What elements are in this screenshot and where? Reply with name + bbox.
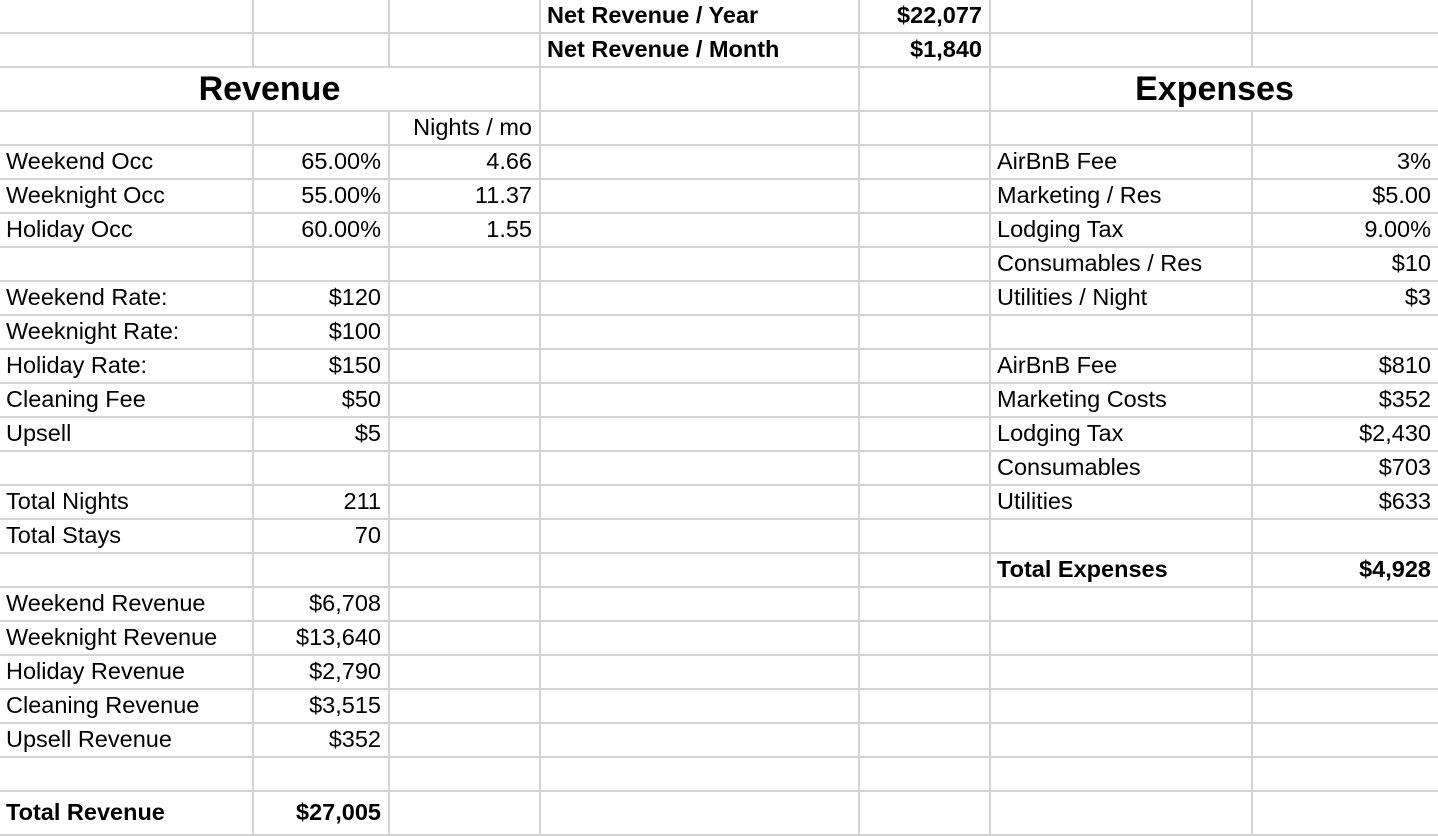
total-count-label[interactable]: Total Nights [0,486,254,520]
expense-cost-label[interactable]: Lodging Tax [991,418,1253,452]
expense-assumption-value[interactable]: $3 [1253,282,1438,316]
empty-cell[interactable] [1253,724,1438,758]
rate-value[interactable]: $100 [254,316,390,350]
empty-cell[interactable] [860,758,991,792]
empty-cell[interactable] [254,248,390,282]
occupancy-label[interactable]: Weekend Occ [0,146,254,180]
empty-cell[interactable] [390,724,541,758]
empty-cell[interactable] [541,214,860,248]
empty-cell[interactable] [1253,34,1438,68]
empty-cell[interactable] [541,724,860,758]
empty-cell[interactable] [991,520,1253,554]
total-count-value[interactable]: 211 [254,486,390,520]
empty-cell[interactable] [541,316,860,350]
empty-cell[interactable] [1253,622,1438,656]
empty-cell[interactable] [991,622,1253,656]
expense-cost-value[interactable]: $633 [1253,486,1438,520]
empty-cell[interactable] [0,34,254,68]
empty-cell[interactable] [1253,316,1438,350]
empty-cell[interactable] [254,0,390,34]
empty-cell[interactable] [1253,656,1438,690]
empty-cell[interactable] [991,792,1253,836]
nights-per-month-header[interactable]: Nights / mo [390,112,541,146]
revenue-line-value[interactable]: $13,640 [254,622,390,656]
rate-value[interactable]: $50 [254,384,390,418]
empty-cell[interactable] [541,68,860,112]
empty-cell[interactable] [860,68,991,112]
revenue-line-label[interactable]: Upsell Revenue [0,724,254,758]
empty-cell[interactable] [860,350,991,384]
net-revenue-month-value[interactable]: $1,840 [860,34,991,68]
net-revenue-year-value[interactable]: $22,077 [860,0,991,34]
empty-cell[interactable] [991,112,1253,146]
expense-assumption-label[interactable]: AirBnB Fee [991,146,1253,180]
empty-cell[interactable] [390,554,541,588]
rate-label[interactable]: Upsell [0,418,254,452]
empty-cell[interactable] [541,180,860,214]
empty-cell[interactable] [541,656,860,690]
empty-cell[interactable] [254,452,390,486]
expense-cost-value[interactable]: $2,430 [1253,418,1438,452]
revenue-line-label[interactable]: Cleaning Revenue [0,690,254,724]
revenue-line-value[interactable]: $352 [254,724,390,758]
empty-cell[interactable] [541,112,860,146]
empty-cell[interactable] [860,520,991,554]
revenue-line-label[interactable]: Holiday Revenue [0,656,254,690]
nights-per-month-value[interactable]: 11.37 [390,180,541,214]
empty-cell[interactable] [390,486,541,520]
empty-cell[interactable] [860,384,991,418]
total-count-value[interactable]: 70 [254,520,390,554]
empty-cell[interactable] [860,316,991,350]
empty-cell[interactable] [0,248,254,282]
empty-cell[interactable] [860,554,991,588]
total-expenses-value[interactable]: $4,928 [1253,554,1438,588]
empty-cell[interactable] [1253,0,1438,34]
empty-cell[interactable] [390,34,541,68]
empty-cell[interactable] [541,248,860,282]
rate-label[interactable]: Holiday Rate: [0,350,254,384]
empty-cell[interactable] [541,554,860,588]
empty-cell[interactable] [390,248,541,282]
empty-cell[interactable] [860,792,991,836]
empty-cell[interactable] [254,34,390,68]
empty-cell[interactable] [1253,588,1438,622]
revenue-line-label[interactable]: Weekend Revenue [0,588,254,622]
empty-cell[interactable] [541,588,860,622]
empty-cell[interactable] [390,452,541,486]
rate-label[interactable]: Cleaning Fee [0,384,254,418]
expense-assumption-value[interactable]: $10 [1253,248,1438,282]
empty-cell[interactable] [541,690,860,724]
expense-cost-label[interactable]: Utilities [991,486,1253,520]
occupancy-value[interactable]: 60.00% [254,214,390,248]
expenses-section-title[interactable]: Expenses [991,68,1438,112]
empty-cell[interactable] [390,384,541,418]
occupancy-label[interactable]: Weeknight Occ [0,180,254,214]
total-revenue-label[interactable]: Total Revenue [0,792,254,836]
empty-cell[interactable] [0,452,254,486]
total-count-label[interactable]: Total Stays [0,520,254,554]
expense-assumption-label[interactable]: Marketing / Res [991,180,1253,214]
empty-cell[interactable] [390,520,541,554]
occupancy-label[interactable]: Holiday Occ [0,214,254,248]
empty-cell[interactable] [541,622,860,656]
empty-cell[interactable] [860,452,991,486]
empty-cell[interactable] [0,0,254,34]
empty-cell[interactable] [991,758,1253,792]
revenue-line-label[interactable]: Weeknight Revenue [0,622,254,656]
empty-cell[interactable] [390,350,541,384]
occupancy-value[interactable]: 65.00% [254,146,390,180]
empty-cell[interactable] [860,112,991,146]
empty-cell[interactable] [0,554,254,588]
empty-cell[interactable] [860,656,991,690]
rate-value[interactable]: $150 [254,350,390,384]
rate-value[interactable]: $5 [254,418,390,452]
empty-cell[interactable] [390,622,541,656]
empty-cell[interactable] [1253,792,1438,836]
empty-cell[interactable] [1253,690,1438,724]
expense-assumption-value[interactable]: $5.00 [1253,180,1438,214]
expense-assumption-label[interactable]: Consumables / Res [991,248,1253,282]
empty-cell[interactable] [860,486,991,520]
empty-cell[interactable] [390,0,541,34]
empty-cell[interactable] [0,112,254,146]
expense-assumption-value[interactable]: 3% [1253,146,1438,180]
nights-per-month-value[interactable]: 1.55 [390,214,541,248]
empty-cell[interactable] [541,384,860,418]
occupancy-value[interactable]: 55.00% [254,180,390,214]
expense-cost-value[interactable]: $352 [1253,384,1438,418]
empty-cell[interactable] [541,282,860,316]
empty-cell[interactable] [860,724,991,758]
empty-cell[interactable] [991,34,1253,68]
empty-cell[interactable] [254,758,390,792]
empty-cell[interactable] [541,350,860,384]
empty-cell[interactable] [991,0,1253,34]
empty-cell[interactable] [991,588,1253,622]
revenue-line-value[interactable]: $3,515 [254,690,390,724]
expense-cost-label[interactable]: Consumables [991,452,1253,486]
empty-cell[interactable] [541,792,860,836]
empty-cell[interactable] [860,622,991,656]
net-revenue-month-label[interactable]: Net Revenue / Month [541,34,860,68]
empty-cell[interactable] [991,724,1253,758]
empty-cell[interactable] [541,452,860,486]
rate-label[interactable]: Weekend Rate: [0,282,254,316]
empty-cell[interactable] [390,316,541,350]
empty-cell[interactable] [860,418,991,452]
empty-cell[interactable] [541,146,860,180]
empty-cell[interactable] [541,520,860,554]
empty-cell[interactable] [860,146,991,180]
rate-value[interactable]: $120 [254,282,390,316]
empty-cell[interactable] [0,758,254,792]
empty-cell[interactable] [390,758,541,792]
empty-cell[interactable] [1253,758,1438,792]
revenue-section-title[interactable]: Revenue [0,68,541,112]
expense-cost-value[interactable]: $703 [1253,452,1438,486]
revenue-line-value[interactable]: $2,790 [254,656,390,690]
empty-cell[interactable] [390,690,541,724]
empty-cell[interactable] [541,486,860,520]
expense-assumption-label[interactable]: Lodging Tax [991,214,1253,248]
empty-cell[interactable] [390,792,541,836]
expense-assumption-value[interactable]: 9.00% [1253,214,1438,248]
empty-cell[interactable] [1253,112,1438,146]
rate-label[interactable]: Weeknight Rate: [0,316,254,350]
empty-cell[interactable] [991,316,1253,350]
empty-cell[interactable] [390,656,541,690]
empty-cell[interactable] [860,180,991,214]
total-revenue-value[interactable]: $27,005 [254,792,390,836]
empty-cell[interactable] [254,112,390,146]
expense-cost-label[interactable]: AirBnB Fee [991,350,1253,384]
empty-cell[interactable] [390,282,541,316]
empty-cell[interactable] [390,588,541,622]
empty-cell[interactable] [254,554,390,588]
empty-cell[interactable] [860,588,991,622]
total-expenses-label[interactable]: Total Expenses [991,554,1253,588]
empty-cell[interactable] [991,690,1253,724]
empty-cell[interactable] [1253,520,1438,554]
expense-assumption-label[interactable]: Utilities / Night [991,282,1253,316]
revenue-line-value[interactable]: $6,708 [254,588,390,622]
empty-cell[interactable] [991,656,1253,690]
empty-cell[interactable] [860,282,991,316]
nights-per-month-value[interactable]: 4.66 [390,146,541,180]
empty-cell[interactable] [860,248,991,282]
empty-cell[interactable] [541,418,860,452]
expense-cost-label[interactable]: Marketing Costs [991,384,1253,418]
empty-cell[interactable] [541,758,860,792]
empty-cell[interactable] [390,418,541,452]
net-revenue-year-label[interactable]: Net Revenue / Year [541,0,860,34]
expense-cost-value[interactable]: $810 [1253,350,1438,384]
empty-cell[interactable] [860,690,991,724]
empty-cell[interactable] [860,214,991,248]
